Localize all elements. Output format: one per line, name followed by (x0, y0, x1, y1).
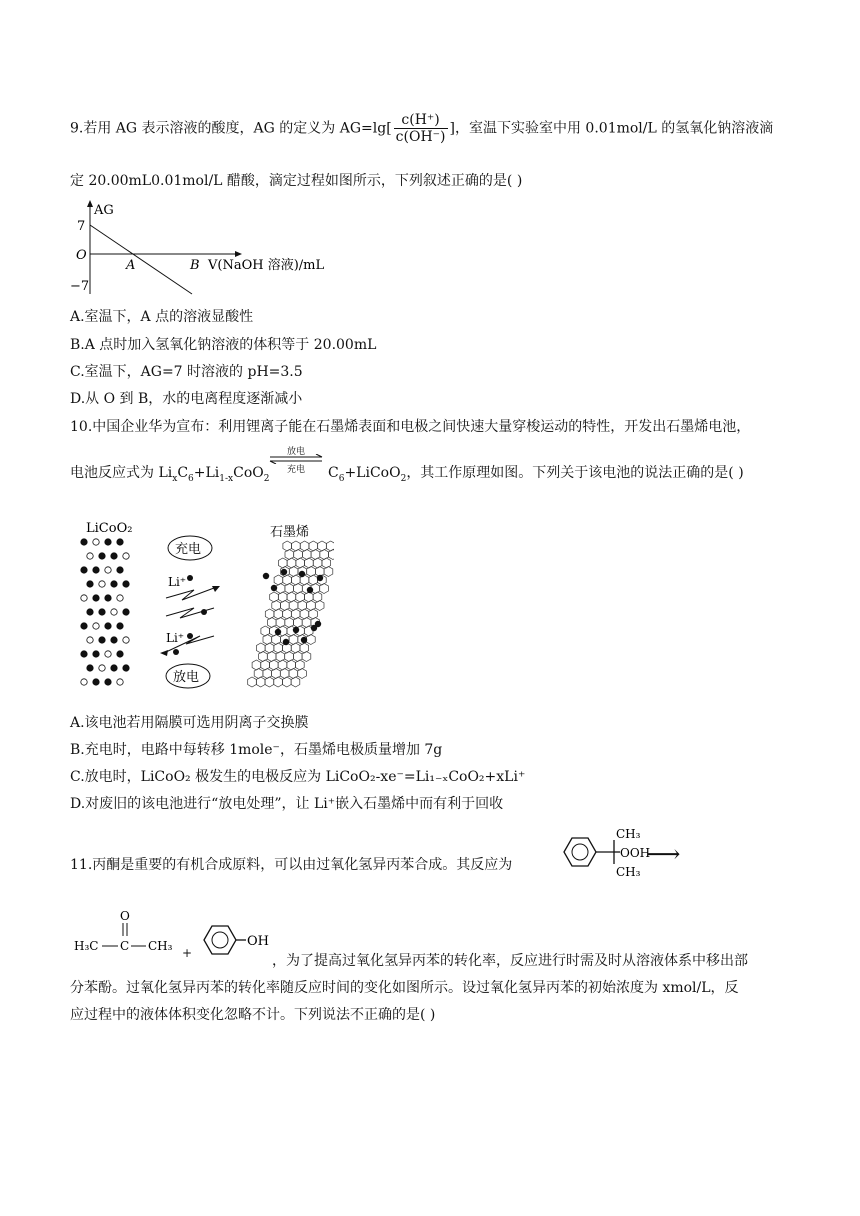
graphene-hexagon (256, 677, 265, 687)
graphene-hexagon (292, 541, 301, 551)
graphene-hexagon (298, 669, 307, 679)
phenol-aromatic-circle-icon (212, 932, 228, 948)
graphene-hexagon (313, 558, 322, 568)
lattice-atom (117, 679, 123, 685)
graphene-hexagon (294, 618, 303, 628)
lattice-atom (105, 567, 111, 573)
ch3-top: CH₃ (616, 827, 641, 841)
graphene-hexagon (315, 601, 324, 611)
zigzag-arrow-charge-icon (166, 588, 214, 600)
lattice-atom (123, 581, 129, 587)
li-ion-bottom-label: Li⁺ (166, 631, 185, 645)
lattice-atom (99, 553, 105, 559)
graphene-hexagon (296, 592, 305, 602)
graphene-hexagon (285, 652, 294, 662)
graphene-hexagon (302, 550, 311, 560)
graphene-hexagon (276, 584, 285, 594)
q10-option-c: C.放电时，LiCoO₂ 极发生的电极反应为 LiCoO₂-xe⁻=Li₁₋ₓCoO₂+xLi⁺ (70, 769, 526, 785)
q10-stem-line2 (70, 462, 269, 484)
product-licoo: +LiCoO (344, 465, 401, 481)
titration-graph (70, 198, 360, 298)
carbon-symbol: C (177, 465, 189, 481)
graphene-hexagon (289, 601, 298, 611)
graphene-hexagon (296, 558, 305, 568)
q11-stem-line1: 11.丙酮是重要的有机合成原料，可以由过氧化氢异丙苯合成。其反应为 (70, 857, 513, 873)
graphene-hexagon (283, 541, 292, 551)
licoo2-label: LiCoO₂ (86, 521, 133, 536)
graphene-hexagon (287, 558, 296, 568)
q9-text-pre: 9.若用 AG 表示溶液的酸度，AG 的定义为 AG=lg[ (70, 120, 392, 137)
lattice-atom (93, 595, 99, 601)
graphene-hexagon (320, 550, 329, 560)
lattice-atom (117, 651, 123, 657)
lattice-atom (93, 539, 99, 545)
acetone-ch3: CH₃ (148, 939, 173, 953)
lattice-atom (99, 609, 105, 615)
q9-stem-line2: 定 20.00mL0.01mol/L 醋酸，滴定过程如图所示，下列叙述正确的是( ) (70, 173, 523, 189)
graphene-hexagon (324, 567, 333, 577)
q10-text-post: ，其工作原理如图。下列关于该电池的说法正确的是( ) (406, 465, 744, 481)
graphene-hexagon (302, 652, 311, 662)
graphene-hexagon (283, 677, 292, 687)
graphene-hexagon (311, 550, 320, 560)
intercalated-li-dot (307, 587, 313, 593)
origin-label: O (76, 248, 87, 263)
q9-text-post: ]，室温下实验室中用 0.01mol/L 的氢氧化钠溶液滴 (449, 120, 774, 137)
intercalated-li-dot (283, 639, 289, 645)
graphene-label: 石墨烯 (270, 525, 310, 540)
point-a-label: A (126, 258, 136, 273)
product-subscript-6: 6 (338, 473, 345, 484)
lattice-atom (105, 539, 111, 545)
arrow-label-discharge: 放电 (286, 447, 305, 457)
graphene-hexagon (294, 550, 303, 560)
lattice-atom (105, 595, 111, 601)
li-ion-dot (187, 575, 193, 581)
lattice-atom (81, 595, 87, 601)
lattice-atom (87, 665, 93, 671)
intercalated-li-dot (271, 585, 277, 591)
graphene-hexagon (300, 643, 309, 653)
acetone-h3c: H₃C (74, 939, 99, 953)
graphene-hexagon (278, 592, 287, 602)
tick-7: 7 (77, 219, 86, 234)
lattice-atom (111, 637, 117, 643)
graphene-hexagon (261, 660, 270, 670)
lattice-atom (123, 637, 129, 643)
intercalated-li-dot (299, 571, 305, 577)
q9-option-a: A.室温下，A 点的溶液显酸性 (70, 309, 254, 325)
graphene-hexagon (300, 541, 309, 551)
graphene-hexagon (267, 652, 276, 662)
graphene-hexagon (274, 609, 283, 619)
lattice-atom (99, 637, 105, 643)
lattice-atom (105, 623, 111, 629)
graphene-hexagon (309, 609, 318, 619)
plus-li: +Li (193, 465, 220, 481)
graphene-hexagon (309, 575, 318, 585)
li-ion-dot-4 (173, 649, 179, 655)
graphene-hexagon (302, 618, 311, 628)
lattice-atom (81, 539, 87, 545)
graphene-hexagon (254, 669, 263, 679)
lattice-atom (87, 637, 93, 643)
lattice-atom (123, 665, 129, 671)
graphene-hexagon (276, 652, 285, 662)
lattice-atom (111, 665, 117, 671)
acetone-structure (70, 904, 193, 960)
graphene-hexagon (289, 635, 298, 645)
lattice-atom (111, 581, 117, 587)
lattice-atom (93, 567, 99, 573)
graphene-hexagon (252, 660, 261, 670)
q11-stem-line4: 应过程中的液体体积变化忽略不计。下列说法不正确的是( ) (70, 1007, 436, 1023)
arrow-label-charge: 充电 (286, 465, 305, 475)
graphene-hexagon (292, 575, 301, 585)
licoo2-lattice (81, 539, 129, 685)
graphene-hexagon (285, 618, 294, 628)
graphene-hexagon (289, 567, 298, 577)
graphene-hexagon (274, 575, 283, 585)
subscript-x: x (172, 473, 178, 484)
q10-stem-line1: 10.中国企业华为宣布：利用锂离子能在石墨烯表面和电极之间快速大量穿梭运动的特性，开发出石墨烯电池， (70, 419, 751, 435)
graphene-hexagon (278, 660, 287, 670)
intercalated-li-dot (301, 637, 307, 643)
lattice-atom (105, 651, 111, 657)
discharge-label: 放电 (173, 670, 200, 685)
lattice-atom (99, 581, 105, 587)
graphene-hexagon (248, 677, 257, 687)
graphene-hexagon (305, 558, 314, 568)
q9-option-b: B.A 点时加入氢氧化钠溶液的体积等于 20.00mL (70, 337, 377, 353)
plus-sign: + (182, 946, 193, 960)
acetone-oxygen: O (120, 909, 130, 923)
graphene-hexagon (274, 677, 283, 687)
ch3-bottom: CH₃ (616, 865, 641, 879)
graphene-hexagon (293, 652, 302, 662)
reaction-text-pre: 电池反应式为 Li (70, 465, 173, 481)
lattice-atom (87, 609, 93, 615)
subscript-6: 6 (188, 473, 194, 484)
graphene-hexagon (307, 567, 316, 577)
lattice-atom (117, 595, 123, 601)
lattice-atom (93, 679, 99, 685)
lattice-atom (117, 567, 123, 573)
graphene-hexagon (270, 660, 279, 670)
graphene-hexagon (265, 609, 274, 619)
graphene-hexagon (307, 601, 316, 611)
graphene-hexagon (285, 550, 294, 560)
graphene-hexagon (309, 541, 318, 551)
lattice-atom (111, 553, 117, 559)
graphene-hexagon (305, 592, 314, 602)
reversible-arrow (268, 444, 324, 478)
ooh-group: OOH (620, 846, 651, 860)
q11-stem-line2: ，为了提高过氧化氢异丙苯的转化率，反应进行时需及时从溶液体系中移出部 (272, 953, 748, 969)
lattice-atom (87, 553, 93, 559)
graphene-hexagon (287, 592, 296, 602)
q11-stem-line3: 分苯酚。过氧化氢异丙苯的转化率随反应时间的变化如图所示。设过氧化氢异丙苯的初始浓度为 xmol/L，反 (70, 980, 739, 996)
benzene-ring-icon (564, 838, 596, 866)
graphene-hexagon (257, 643, 266, 653)
graphene-hexagon (265, 677, 274, 687)
q10-option-d: D.对废旧的该电池进行“放电处理”，让 Li⁺嵌入石墨烯中而有利于回收 (70, 796, 504, 812)
graphene-hexagon (261, 626, 270, 636)
lattice-atom (123, 609, 129, 615)
acetone-carbon: C (120, 939, 130, 953)
q10-option-b: B.充电时，电路中每转移 1mole⁻，石墨烯电极质量增加 7g (70, 742, 443, 758)
graphene-hexagon (283, 575, 292, 585)
graphene-hexagon (272, 669, 281, 679)
lattice-atom (81, 651, 87, 657)
subscript-2: 2 (263, 473, 270, 484)
graphene-hexagon (300, 609, 309, 619)
ag-fraction (394, 112, 448, 145)
q9-option-d: D.从 O 到 B，水的电离程度逐渐减小 (70, 391, 303, 407)
q10-stem-line2-post (328, 462, 744, 484)
graphene-hexagon (265, 643, 274, 653)
graphene-hexagon (291, 609, 300, 619)
graphene-hexagon (291, 677, 300, 687)
graphene-hexagon (296, 660, 305, 670)
product-c: C (328, 465, 339, 481)
product-subscript-2: 2 (400, 473, 407, 484)
graphene-hexagon (259, 652, 268, 662)
graphene-hexagon (291, 643, 300, 653)
graphene-hexagon (276, 618, 285, 628)
battery-diagram (74, 516, 334, 696)
graphene-hexagon (283, 609, 292, 619)
graphene-hexagon (272, 601, 281, 611)
fraction-numerator: c(H⁺) (394, 112, 448, 129)
graphene-hexagon (307, 635, 316, 645)
subscript-1-x: 1-x (219, 473, 234, 484)
y-axis-label: AG (94, 203, 114, 218)
graphene-hexagon (298, 601, 307, 611)
lattice-atom (123, 553, 129, 559)
graphene-hexagon (287, 660, 296, 670)
graphene-hexagon (270, 592, 279, 602)
q9-option-c: C.室温下，AG=7 时溶液的 pH=3.5 (70, 364, 303, 380)
graphene-hexagon (289, 669, 298, 679)
lattice-atom (81, 567, 87, 573)
phenol-ring-icon (204, 926, 236, 954)
graphene-hexagon (294, 584, 303, 594)
lattice-atom (105, 679, 111, 685)
graphene-hexagon (279, 558, 288, 568)
charge-label: 充电 (175, 542, 202, 557)
phenol-oh: OH (247, 934, 269, 949)
intercalated-li-dot (315, 621, 321, 627)
intercalated-li-dot (263, 573, 269, 579)
intercalated-li-dot (293, 627, 299, 633)
graphene-hexagon (313, 592, 322, 602)
fraction-denominator: c(OH⁻) (395, 129, 446, 145)
intercalated-li-dot (275, 629, 281, 635)
graphene-hexagon (280, 669, 289, 679)
lattice-atom (93, 623, 99, 629)
y-axis-arrow-icon (87, 200, 93, 207)
graphene-hexagon (274, 643, 283, 653)
lattice-atom (111, 609, 117, 615)
graphene-hexagon (322, 558, 331, 568)
titration-curve (90, 225, 192, 294)
li-ion-dot-3 (187, 633, 193, 639)
lattice-atom (81, 623, 87, 629)
arrowhead-right-icon (212, 586, 220, 592)
graphene-hexagon (281, 601, 290, 611)
graphene-hexagon (318, 541, 327, 551)
lattice-atom (93, 651, 99, 657)
graphene-hexagon (285, 584, 294, 594)
graphene-hexagon (263, 635, 272, 645)
q9-stem-line1 (70, 112, 773, 145)
graphene-hexagon (320, 584, 329, 594)
lattice-atom (99, 665, 105, 671)
li-ion-dot-2 (201, 609, 207, 615)
x-axis-label: V(NaOH 溶液)/mL (208, 258, 325, 273)
point-b-label: B (190, 258, 200, 273)
phenol-structure (196, 916, 276, 966)
graphene-hexagon (263, 669, 272, 679)
aromatic-circle-icon (572, 844, 588, 860)
q10-option-a: A.该电池若用隔膜可选用阴离子交换膜 (70, 715, 309, 731)
graphene-hexagon (272, 635, 281, 645)
tick-minus-7: −7 (70, 279, 90, 294)
x-axis-arrow-icon (235, 251, 242, 257)
intercalated-li-dot (317, 575, 323, 581)
intercalated-li-dot (281, 569, 287, 575)
graphene-lattice (248, 541, 334, 687)
arrowhead-left-icon (160, 650, 168, 656)
graphene-hexagon (267, 618, 276, 628)
lattice-atom (87, 581, 93, 587)
li-ion-top-label: Li⁺ (168, 575, 187, 589)
lattice-atom (81, 679, 87, 685)
lattice-atom (117, 623, 123, 629)
coo-symbol: CoO (233, 465, 264, 481)
lattice-atom (117, 539, 123, 545)
reaction-arrow-icon: ⟶ (646, 840, 681, 868)
